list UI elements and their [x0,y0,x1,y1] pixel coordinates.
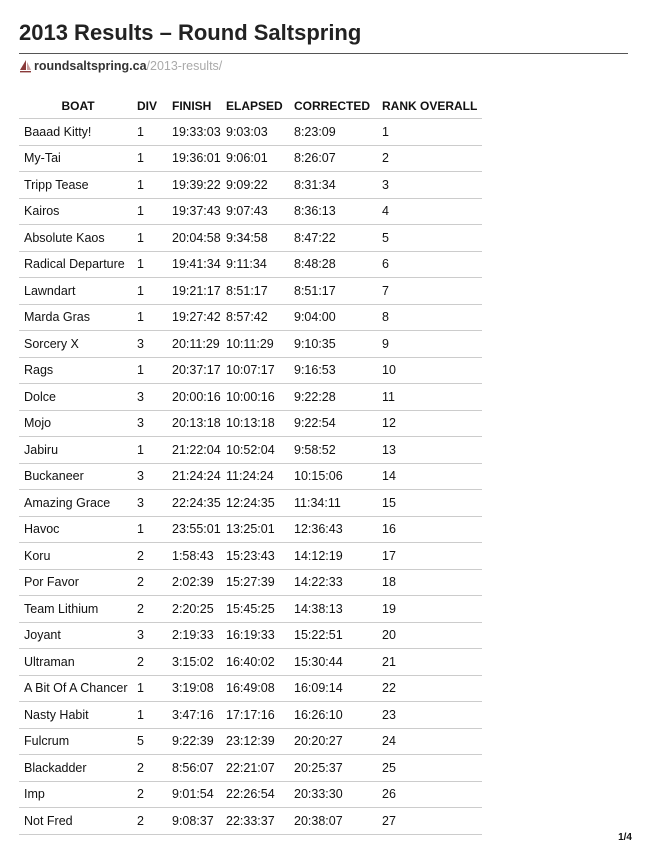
rank-cell: 4 [377,198,482,225]
rank-cell: 1 [377,119,482,146]
corrected-cell: 20:38:07 [289,808,377,835]
column-header-finish: FINISH [172,98,212,113]
finish-cell: 23:55:01 [167,516,221,543]
elapsed-cell: 8:51:17 [221,278,289,305]
corrected-cell: 9:58:52 [289,437,377,464]
elapsed-cell: 10:11:29 [221,331,289,358]
finish-cell: 19:41:34 [167,251,221,278]
elapsed-cell: 10:07:17 [221,357,289,384]
boat-cell: Radical Departure [19,251,132,278]
elapsed-cell: 8:57:42 [221,304,289,331]
div-cell: 3 [132,410,167,437]
corrected-cell: 9:22:54 [289,410,377,437]
corrected-cell: 8:47:22 [289,225,377,252]
div-cell: 1 [132,278,167,305]
source-domain: roundsaltspring.ca [34,59,147,73]
boat-cell: Lawndart [19,278,132,305]
boat-cell: Kairos [19,198,132,225]
finish-cell: 2:02:39 [167,569,221,596]
corrected-cell: 12:36:43 [289,516,377,543]
div-cell: 1 [132,675,167,702]
sailboat-icon [19,59,32,73]
corrected-cell: 9:22:28 [289,384,377,411]
corrected-cell: 8:36:13 [289,198,377,225]
corrected-cell: 8:23:09 [289,119,377,146]
boat-cell: Tripp Tease [19,172,132,199]
table-row [19,543,482,570]
rank-cell: 10 [377,357,482,384]
boat-cell: Fulcrum [19,728,132,755]
elapsed-cell: 10:52:04 [221,437,289,464]
boat-cell: Baaad Kitty! [19,119,132,146]
boat-cell: Por Favor [19,569,132,596]
elapsed-cell: 22:21:07 [221,755,289,782]
corrected-cell: 20:33:30 [289,781,377,808]
corrected-cell: 9:10:35 [289,331,377,358]
rank-cell: 21 [377,649,482,676]
table-row [19,675,482,702]
column-header-corrected: CORRECTED [294,98,371,113]
table-row [19,278,482,305]
column-header-rank-overall: RANK OVERALL [382,98,478,113]
finish-cell: 20:11:29 [167,331,221,358]
div-cell: 1 [132,304,167,331]
finish-cell: 19:33:03 [167,119,221,146]
finish-cell: 1:58:43 [167,543,221,570]
elapsed-cell: 10:13:18 [221,410,289,437]
rank-cell: 3 [377,172,482,199]
boat-cell: Blackadder [19,755,132,782]
table-row [19,410,482,437]
table-row [19,702,482,729]
finish-cell: 21:22:04 [167,437,221,464]
rank-cell: 23 [377,702,482,729]
div-cell: 1 [132,702,167,729]
elapsed-cell: 11:24:24 [221,463,289,490]
corrected-cell: 16:09:14 [289,675,377,702]
div-cell: 2 [132,649,167,676]
table-row [19,331,482,358]
finish-cell: 3:15:02 [167,649,221,676]
elapsed-cell: 10:00:16 [221,384,289,411]
corrected-cell: 16:26:10 [289,702,377,729]
table-row [19,251,482,278]
table-row [19,198,482,225]
table-row [19,357,482,384]
rank-cell: 13 [377,437,482,464]
elapsed-cell: 15:45:25 [221,596,289,623]
corrected-cell: 20:20:27 [289,728,377,755]
boat-cell: Joyant [19,622,132,649]
table-row [19,172,482,199]
table-row [19,463,482,490]
rank-cell: 6 [377,251,482,278]
corrected-cell: 20:25:37 [289,755,377,782]
table-row [19,145,482,172]
rank-cell: 9 [377,331,482,358]
boat-cell: Imp [19,781,132,808]
elapsed-cell: 9:11:34 [221,251,289,278]
rank-cell: 17 [377,543,482,570]
div-cell: 2 [132,755,167,782]
corrected-cell: 9:16:53 [289,357,377,384]
page-title: 2013 Results – Round Saltspring [19,20,362,45]
corrected-cell: 9:04:00 [289,304,377,331]
div-cell: 1 [132,198,167,225]
rank-cell: 22 [377,675,482,702]
table-row [19,596,482,623]
div-cell: 1 [132,225,167,252]
elapsed-cell: 22:26:54 [221,781,289,808]
div-cell: 2 [132,808,167,835]
source-path: /2013-results/ [146,59,223,73]
finish-cell: 9:22:39 [167,728,221,755]
elapsed-cell: 16:19:33 [221,622,289,649]
corrected-cell: 11:34:11 [289,490,377,517]
corrected-cell: 15:30:44 [289,649,377,676]
column-header-div: DIV [137,98,158,113]
finish-cell: 20:37:17 [167,357,221,384]
div-cell: 1 [132,357,167,384]
div-cell: 1 [132,516,167,543]
boat-cell: Ultraman [19,649,132,676]
div-cell: 3 [132,490,167,517]
finish-cell: 19:21:17 [167,278,221,305]
rank-cell: 5 [377,225,482,252]
finish-cell: 20:04:58 [167,225,221,252]
title-divider [19,53,628,54]
div-cell: 2 [132,543,167,570]
boat-cell: Sorcery X [19,331,132,358]
boat-cell: Not Fred [19,808,132,835]
table-row [19,304,482,331]
elapsed-cell: 13:25:01 [221,516,289,543]
boat-cell: Koru [19,543,132,570]
rank-cell: 26 [377,781,482,808]
div-cell: 2 [132,569,167,596]
table-row [19,622,482,649]
rank-cell: 15 [377,490,482,517]
elapsed-cell: 15:23:43 [221,543,289,570]
finish-cell: 19:39:22 [167,172,221,199]
boat-cell: Buckaneer [19,463,132,490]
boat-cell: Rags [19,357,132,384]
finish-cell: 3:47:16 [167,702,221,729]
boat-cell: Dolce [19,384,132,411]
rank-cell: 24 [377,728,482,755]
elapsed-cell: 16:40:02 [221,649,289,676]
div-cell: 1 [132,145,167,172]
elapsed-cell: 9:07:43 [221,198,289,225]
corrected-cell: 14:38:13 [289,596,377,623]
elapsed-cell: 9:34:58 [221,225,289,252]
column-header-elapsed: ELAPSED [226,98,283,113]
finish-cell: 9:08:37 [167,808,221,835]
div-cell: 2 [132,596,167,623]
elapsed-cell: 9:06:01 [221,145,289,172]
corrected-cell: 14:22:33 [289,569,377,596]
table-row [19,728,482,755]
corrected-cell: 8:26:07 [289,145,377,172]
finish-cell: 22:24:35 [167,490,221,517]
table-row [19,569,482,596]
rank-cell: 27 [377,808,482,835]
finish-cell: 9:01:54 [167,781,221,808]
div-cell: 3 [132,622,167,649]
rank-cell: 7 [377,278,482,305]
rank-cell: 18 [377,569,482,596]
table-row [19,755,482,782]
corrected-cell: 10:15:06 [289,463,377,490]
rank-cell: 16 [377,516,482,543]
boat-cell: Mojo [19,410,132,437]
column-header-boat: BOAT [61,98,95,113]
rank-cell: 19 [377,596,482,623]
elapsed-cell: 12:24:35 [221,490,289,517]
finish-cell: 19:27:42 [167,304,221,331]
rank-cell: 12 [377,410,482,437]
table-row [19,808,482,835]
table-row [19,649,482,676]
page-number: 1/4 [618,832,632,843]
boat-cell: Absolute Kaos [19,225,132,252]
div-cell: 1 [132,119,167,146]
table-row [19,225,482,252]
table-row [19,781,482,808]
table-row [19,490,482,517]
boat-cell: Team Lithium [19,596,132,623]
rank-cell: 20 [377,622,482,649]
boat-cell: Havoc [19,516,132,543]
rank-cell: 11 [377,384,482,411]
elapsed-cell: 9:03:03 [221,119,289,146]
boat-cell: Nasty Habit [19,702,132,729]
elapsed-cell: 23:12:39 [221,728,289,755]
table-row [19,119,482,146]
finish-cell: 2:19:33 [167,622,221,649]
elapsed-cell: 16:49:08 [221,675,289,702]
div-cell: 1 [132,172,167,199]
table-row [19,516,482,543]
rank-cell: 2 [377,145,482,172]
finish-cell: 2:20:25 [167,596,221,623]
results-table [19,93,482,835]
corrected-cell: 8:51:17 [289,278,377,305]
finish-cell: 19:36:01 [167,145,221,172]
finish-cell: 8:56:07 [167,755,221,782]
source-link[interactable] [19,59,222,73]
corrected-cell: 15:22:51 [289,622,377,649]
div-cell: 2 [132,781,167,808]
rank-cell: 8 [377,304,482,331]
div-cell: 3 [132,384,167,411]
table-row [19,437,482,464]
boat-cell: A Bit Of A Chancer [19,675,132,702]
corrected-cell: 14:12:19 [289,543,377,570]
corrected-cell: 8:48:28 [289,251,377,278]
boat-cell: Jabiru [19,437,132,464]
table-header-row [19,93,482,119]
div-cell: 1 [132,437,167,464]
rank-cell: 25 [377,755,482,782]
elapsed-cell: 15:27:39 [221,569,289,596]
elapsed-cell: 17:17:16 [221,702,289,729]
div-cell: 1 [132,251,167,278]
boat-cell: Amazing Grace [19,490,132,517]
elapsed-cell: 9:09:22 [221,172,289,199]
rank-cell: 14 [377,463,482,490]
boat-cell: Marda Gras [19,304,132,331]
finish-cell: 19:37:43 [167,198,221,225]
div-cell: 3 [132,331,167,358]
finish-cell: 3:19:08 [167,675,221,702]
finish-cell: 21:24:24 [167,463,221,490]
div-cell: 3 [132,463,167,490]
boat-cell: My-Tai [19,145,132,172]
results-body [19,119,482,835]
finish-cell: 20:13:18 [167,410,221,437]
corrected-cell: 8:31:34 [289,172,377,199]
table-row [19,384,482,411]
elapsed-cell: 22:33:37 [221,808,289,835]
div-cell: 5 [132,728,167,755]
finish-cell: 20:00:16 [167,384,221,411]
